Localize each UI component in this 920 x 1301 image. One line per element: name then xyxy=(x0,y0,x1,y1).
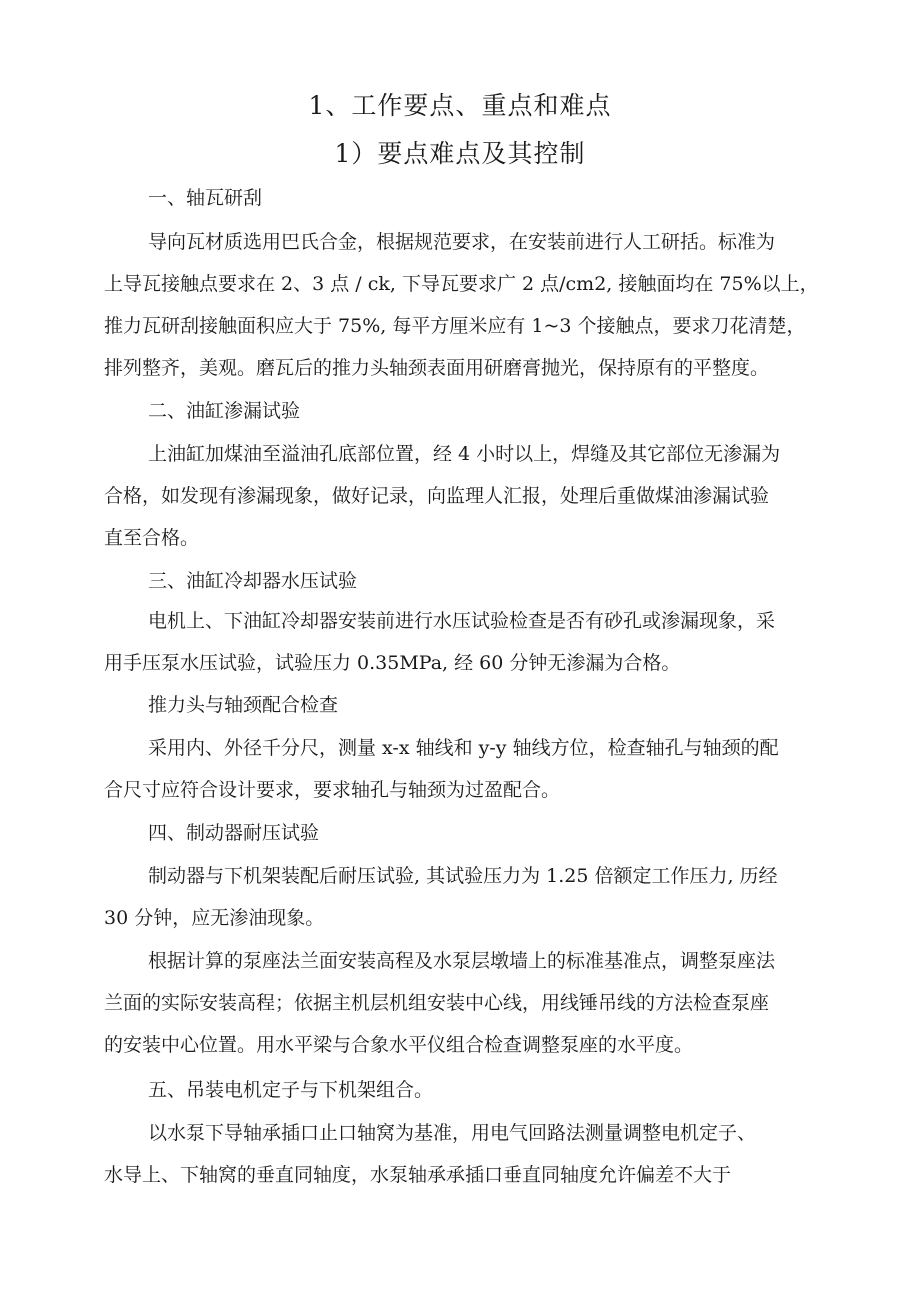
section-heading-1: 一、轴瓦研刮 xyxy=(148,187,263,209)
page-subtitle: 1）要点难点及其控制 xyxy=(334,139,586,168)
section-heading-4: 四、制动器耐压试验 xyxy=(148,822,320,844)
paragraph-line: 用手压泵水压试验，试验压力 0.35MPa, 经 60 分钟无渗漏为合格。 xyxy=(104,652,681,674)
paragraph-line: 电机上、下油缸冷却器安装前进行水压试验检查是否有砂孔或渗漏现象，采 xyxy=(148,610,776,632)
paragraph-line: 30 分钟，应无渗油现象。 xyxy=(104,907,325,929)
paragraph-line: 推力瓦研刮接触面积应大于 75%, 每平方厘米应有 1~3 个接触点，要求刀花清楚， xyxy=(104,315,806,337)
paragraph-line: 导向瓦材质选用巴氏合金，根据规范要求，在安装前进行人工研括。标准为 xyxy=(148,231,776,253)
page-title: 1、工作要点、重点和难点 xyxy=(308,91,612,120)
paragraph-line: 制动器与下机架装配后耐压试验, 其试验压力为 1.25 倍额定工作压力, 历经 xyxy=(148,865,778,887)
paragraph-line: 排列整齐，美观。磨瓦后的推力头轴颈表面用研磨膏抛光，保持原有的平整度。 xyxy=(104,357,770,379)
paragraph-line: 合格，如发现有渗漏现象，做好记录，向监理人汇报，处理后重做煤油渗漏试验 xyxy=(104,485,770,507)
paragraph-line: 直至合格。 xyxy=(104,527,200,549)
paragraph-line: 兰面的实际安装高程；依据主机层机组安装中心线，用线锤吊线的方法检查泵座 xyxy=(104,992,770,1014)
section-heading-5: 五、吊装电机定子与下机架组合。 xyxy=(148,1079,434,1101)
paragraph-line: 合尺寸应符合设计要求，要求轴孔与轴颈为过盈配合。 xyxy=(104,779,561,801)
section-heading-2: 二、油缸渗漏试验 xyxy=(148,400,301,422)
paragraph-line: 采用内、外径千分尺，测量 x-x 轴线和 y-y 轴线方位，检查轴孔与轴颈的配 xyxy=(148,737,779,759)
paragraph-line: 以水泵下导轴承插口止口轴窝为基准，用电气回路法测量调整电机定子、 xyxy=(148,1122,757,1144)
paragraph-line: 水导上、下轴窝的垂直同轴度，水泵轴承承插口垂直同轴度允许偏差不大于 xyxy=(104,1164,732,1186)
paragraph-line: 上导瓦接触点要求在 2、3 点 / ck, 下导瓦要求广 2 点/cm2, 接触面均在 75%以上， xyxy=(104,273,819,295)
section-heading-thrust-head: 推力头与轴颈配合检查 xyxy=(148,694,339,716)
section-heading-3: 三、油缸冷却器水压试验 xyxy=(148,570,358,592)
paragraph-line: 根据计算的泵座法兰面安装高程及水泵层墩墙上的标准基准点，调整泵座法 xyxy=(148,950,776,972)
paragraph-line: 上油缸加煤油至溢油孔底部位置，经 4 小时以上，焊缝及其它部位无渗漏为 xyxy=(148,443,781,465)
paragraph-line: 的安装中心位置。用水平梁与合象水平仪组合检查调整泵座的水平度。 xyxy=(104,1034,694,1056)
